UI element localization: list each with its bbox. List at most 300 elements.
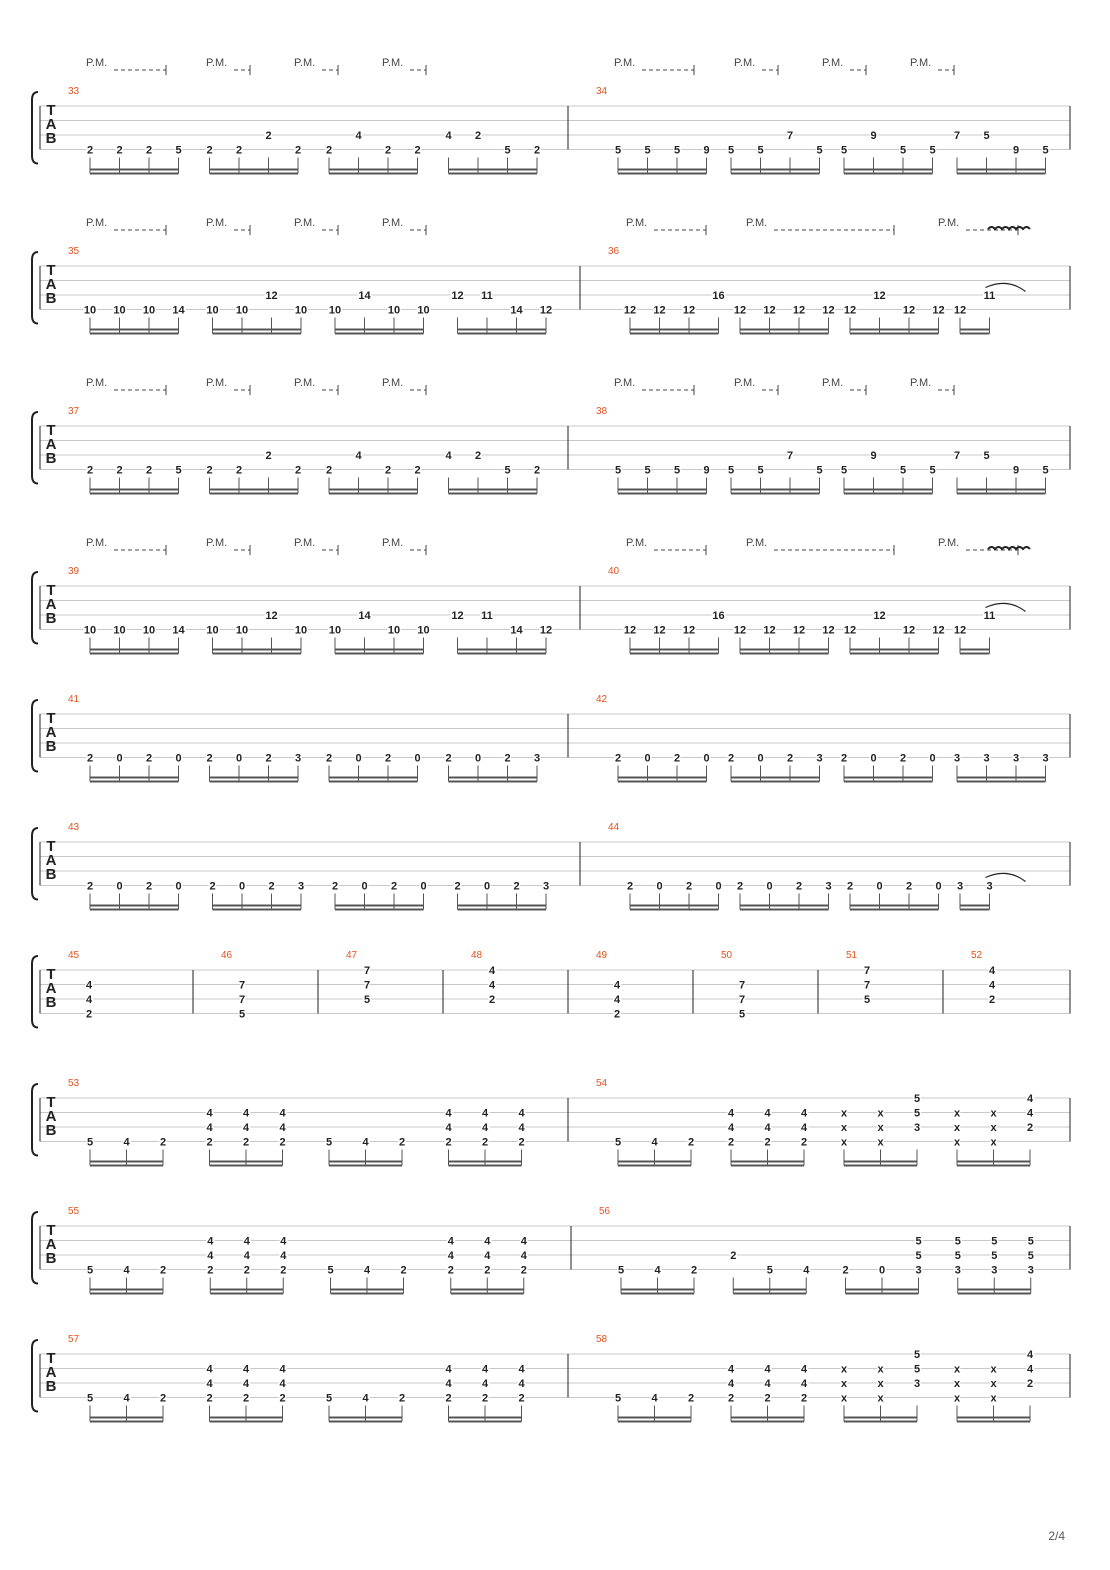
fret-number: 10 <box>294 624 308 637</box>
fret-number: 5 <box>86 1392 94 1405</box>
fret-number: 0 <box>656 880 663 893</box>
measure-33 <box>68 57 540 174</box>
fret-number: 5 <box>766 1264 773 1277</box>
fret-number: 12 <box>539 624 553 637</box>
fret-number: 5 <box>840 464 848 477</box>
fret-number: 2 <box>242 1136 250 1149</box>
system-bracket <box>32 700 38 772</box>
system-bracket <box>32 828 38 900</box>
measure-number: 45 <box>68 950 80 961</box>
fret-number: 2 <box>673 752 681 765</box>
fret-number: x <box>840 1363 848 1376</box>
fret-number: 2 <box>294 144 302 157</box>
fret-number: 2 <box>795 880 803 893</box>
fret-number: 2 <box>685 880 693 893</box>
fret-number: 2 <box>85 1008 93 1021</box>
fret-number: 4 <box>764 1363 771 1376</box>
fret-number: 2 <box>474 130 482 142</box>
palm-mute-label: P.M. <box>626 217 648 229</box>
fret-number: 12 <box>902 624 916 637</box>
fret-number: 12 <box>265 610 278 622</box>
palm-mute-label: P.M. <box>822 377 844 389</box>
fret-number: 12 <box>451 610 464 622</box>
fret-number: 9 <box>703 464 710 477</box>
fret-number: 4 <box>445 1378 452 1390</box>
fret-number: 4 <box>988 979 996 992</box>
fret-number: 3 <box>297 880 305 893</box>
fret-number: 2 <box>206 464 213 477</box>
measure-number: 54 <box>596 1078 608 1089</box>
tab-clef-letter: T <box>46 1094 56 1111</box>
fret-number: 4 <box>800 1378 808 1390</box>
fret-number: 12 <box>623 304 637 317</box>
measure-34 <box>596 57 1049 174</box>
fret-number: 5 <box>673 144 681 157</box>
fret-number: 3 <box>953 752 961 765</box>
fret-number: 4 <box>363 1264 371 1277</box>
fret-number: 9 <box>1012 464 1020 477</box>
fret-number: x <box>990 1136 997 1149</box>
fret-number: 0 <box>355 752 362 765</box>
fret-number: 2 <box>86 144 94 157</box>
tab-system-6 <box>32 822 1070 910</box>
fret-number: 12 <box>733 624 747 637</box>
fret-number: 3 <box>913 1378 921 1390</box>
measure-36 <box>608 217 1030 334</box>
tab-system-3 <box>32 377 1070 494</box>
fret-number: 3 <box>956 880 964 893</box>
fret-number: 12 <box>623 624 637 637</box>
fret-number: 2 <box>325 144 333 157</box>
fret-number: 0 <box>235 752 243 765</box>
fret-number: 10 <box>235 304 249 317</box>
fret-number: 0 <box>703 752 710 765</box>
fret-number: 4 <box>727 1378 735 1390</box>
fret-number: 2 <box>159 1136 167 1149</box>
measure-number: 49 <box>596 950 608 961</box>
fret-number: 2 <box>235 464 243 477</box>
fret-number: 4 <box>518 1122 525 1134</box>
fret-number: 5 <box>899 144 907 157</box>
fret-number: x <box>877 1122 884 1134</box>
measure-number: 55 <box>68 1206 80 1217</box>
fret-number: 0 <box>175 752 182 765</box>
fret-number: 2 <box>840 752 848 765</box>
tab-clef-letter: B <box>45 738 57 755</box>
fret-number: 4 <box>613 979 621 992</box>
fret-number: 4 <box>85 994 93 1006</box>
fret-number: 2 <box>786 752 794 765</box>
fret-number: 0 <box>116 880 123 893</box>
palm-mute-label: P.M. <box>614 57 636 69</box>
system-bracket <box>32 572 38 644</box>
fret-number: 5 <box>1027 1235 1034 1248</box>
fret-number: 4 <box>445 450 452 462</box>
fret-number: x <box>953 1122 961 1134</box>
fret-number: x <box>953 1107 961 1120</box>
measure-48 <box>471 950 496 1006</box>
measure-number: 38 <box>596 406 608 417</box>
measure-55 <box>68 1206 528 1294</box>
fret-number: 5 <box>644 464 651 477</box>
fret-number: 2 <box>414 464 421 477</box>
fret-number: 3 <box>816 752 823 765</box>
palm-mute-label: P.M. <box>822 57 844 69</box>
fret-number: 2 <box>626 880 634 893</box>
measure-58 <box>596 1334 1034 1422</box>
fret-number: 14 <box>172 304 185 317</box>
fret-number: 4 <box>362 1136 369 1149</box>
fret-number: 2 <box>513 880 520 893</box>
fret-number: 4 <box>727 1107 735 1120</box>
fret-number: x <box>953 1363 961 1376</box>
fret-number: 4 <box>206 1378 213 1390</box>
fret-number: 2 <box>481 1136 489 1149</box>
fret-number: 4 <box>518 1107 525 1120</box>
fret-number: 7 <box>863 979 871 992</box>
fret-number: 12 <box>682 304 696 317</box>
tab-clef-letter: B <box>45 866 57 883</box>
fret-number: 12 <box>763 624 776 637</box>
fret-number: 0 <box>878 1264 886 1277</box>
measure-46 <box>221 950 245 1021</box>
fret-number: 2 <box>209 880 216 893</box>
fret-number: 12 <box>953 624 967 637</box>
fret-number: 4 <box>355 450 362 462</box>
fret-number: 2 <box>687 1392 695 1405</box>
fret-number: 4 <box>481 1107 489 1120</box>
palm-mute-label: P.M. <box>746 537 768 549</box>
measure-57 <box>68 1334 525 1422</box>
tab-clef-letter: B <box>45 610 57 627</box>
fret-number: 2 <box>727 752 735 765</box>
fret-number: 3 <box>986 880 993 893</box>
measure-40 <box>608 537 1030 654</box>
vibrato-marking <box>988 547 1030 549</box>
fret-number: 5 <box>325 1136 333 1149</box>
tab-clef-letter: B <box>45 450 57 467</box>
fret-number: 2 <box>687 1136 695 1149</box>
fret-number: 5 <box>757 464 764 477</box>
fret-number: x <box>840 1136 848 1149</box>
fret-number: 5 <box>363 994 371 1006</box>
tab-clef-letter: T <box>46 710 56 727</box>
measure-number: 44 <box>608 822 620 833</box>
fret-number: 12 <box>653 624 666 637</box>
fret-number: 2 <box>279 1392 286 1405</box>
fret-number: 3 <box>1042 752 1049 765</box>
tab-clef-letter: A <box>45 724 57 741</box>
fret-number: 4 <box>242 1122 250 1134</box>
fret-number: 7 <box>363 965 371 977</box>
fret-number: 5 <box>86 1264 94 1277</box>
system-bracket <box>32 1340 38 1412</box>
fret-number: 2 <box>504 752 511 765</box>
fret-number: 2 <box>518 1136 525 1149</box>
palm-mute-label: P.M. <box>626 537 648 549</box>
fret-number: 12 <box>932 624 945 637</box>
fret-number: 0 <box>929 752 936 765</box>
fret-number: 5 <box>915 1235 922 1248</box>
measure-44 <box>608 822 1026 910</box>
fret-number: 14 <box>358 290 371 302</box>
vibrato-marking <box>988 227 1030 229</box>
measure-number: 50 <box>721 950 733 961</box>
fret-number: 2 <box>268 880 275 893</box>
fret-number: 4 <box>800 1107 808 1120</box>
fret-number: 4 <box>447 1235 454 1248</box>
fret-number: x <box>990 1363 997 1376</box>
fret-number: 5 <box>238 1008 246 1021</box>
fret-number: 5 <box>617 1264 625 1277</box>
fret-number: 4 <box>445 1122 452 1134</box>
palm-mute-label: P.M. <box>734 377 756 389</box>
fret-number: 4 <box>518 1378 525 1390</box>
measure-number: 36 <box>608 246 620 257</box>
fret-number: 2 <box>533 464 541 477</box>
fret-number: 2 <box>1026 1122 1034 1134</box>
fret-number: 2 <box>488 994 496 1006</box>
tab-clef-letter: B <box>45 130 57 147</box>
fret-number: 12 <box>822 304 835 317</box>
fret-number: 4 <box>654 1264 661 1277</box>
fret-number: 2 <box>398 1392 406 1405</box>
fret-number: 4 <box>243 1235 250 1248</box>
fret-number: 5 <box>1027 1250 1034 1262</box>
fret-number: 2 <box>206 752 213 765</box>
fret-number: 0 <box>870 752 877 765</box>
measure-51 <box>846 950 870 1006</box>
fret-number: 12 <box>792 624 806 637</box>
measure-number: 57 <box>68 1334 80 1345</box>
fret-number: 2 <box>400 1264 407 1277</box>
fret-number: 12 <box>451 290 464 302</box>
fret-number: x <box>990 1378 997 1390</box>
fret-number: 5 <box>614 1392 622 1405</box>
tab-clef-letter: B <box>45 1250 57 1267</box>
palm-mute-label: P.M. <box>382 377 404 389</box>
fret-number: x <box>840 1392 848 1405</box>
measure-number: 56 <box>599 1206 611 1217</box>
fret-number: 2 <box>116 464 123 477</box>
fret-number: x <box>953 1392 961 1405</box>
tab-system-5 <box>32 694 1070 782</box>
palm-mute-label: P.M. <box>938 217 960 229</box>
fret-number: 4 <box>800 1122 808 1134</box>
fret-number: 4 <box>488 965 496 977</box>
tab-clef-letter: T <box>46 422 56 439</box>
fret-number: x <box>877 1107 884 1120</box>
fret-number: 2 <box>159 1264 167 1277</box>
fret-number: 10 <box>387 304 401 317</box>
tab-clef-letter: T <box>46 262 56 279</box>
fret-number: 2 <box>730 1250 737 1262</box>
fret-number: 12 <box>843 304 857 317</box>
fret-number: 7 <box>238 979 246 992</box>
fret-number: 14 <box>510 624 523 637</box>
palm-mute-label: P.M. <box>910 57 932 69</box>
fret-number: 4 <box>484 1235 491 1248</box>
fret-number: 3 <box>533 752 541 765</box>
fret-number: 10 <box>417 624 430 637</box>
fret-number: 4 <box>242 1378 250 1390</box>
page-number: 2/4 <box>1048 1529 1065 1543</box>
fret-number: 4 <box>651 1136 658 1149</box>
fret-number: 7 <box>953 130 961 142</box>
fret-number: 5 <box>1042 144 1049 157</box>
fret-number: 10 <box>206 304 219 317</box>
measure-number: 35 <box>68 246 80 257</box>
fret-number: 2 <box>614 752 622 765</box>
fret-number: 4 <box>445 130 452 142</box>
measure-number: 48 <box>471 950 483 961</box>
fret-number: 5 <box>614 464 622 477</box>
fret-number: 3 <box>915 1264 922 1277</box>
measure-number: 43 <box>68 822 80 833</box>
fret-number: x <box>877 1392 884 1405</box>
fret-number: 2 <box>159 1392 167 1405</box>
fret-number: 2 <box>145 880 153 893</box>
fret-number: x <box>990 1107 997 1120</box>
fret-number: 5 <box>913 1349 921 1361</box>
fret-number: x <box>840 1378 848 1390</box>
measure-number: 58 <box>596 1334 608 1345</box>
fret-number: 5 <box>727 144 735 157</box>
fret-number: 2 <box>145 464 153 477</box>
fret-number: 2 <box>243 1264 250 1277</box>
fret-number: 4 <box>988 965 996 977</box>
fret-number: 2 <box>905 880 913 893</box>
palm-mute-label: P.M. <box>746 217 768 229</box>
fret-number: 2 <box>518 1392 525 1405</box>
fret-number: 5 <box>983 450 990 462</box>
fret-number: 5 <box>504 464 511 477</box>
measure-number: 51 <box>846 950 858 961</box>
fret-number: 5 <box>816 464 823 477</box>
fret-number: 4 <box>85 979 93 992</box>
palm-mute-label: P.M. <box>294 57 316 69</box>
tab-clef-letter: B <box>45 290 57 307</box>
tab-clef-letter: T <box>46 1222 56 1239</box>
fret-number: 0 <box>715 880 722 893</box>
fret-number: 5 <box>327 1264 334 1277</box>
fret-number: 10 <box>113 624 126 637</box>
palm-mute-label: P.M. <box>294 377 316 389</box>
palm-mute-label: P.M. <box>294 537 316 549</box>
system-bracket <box>32 956 38 1028</box>
fret-number: 5 <box>816 144 823 157</box>
tab-system-10 <box>32 1334 1070 1422</box>
fret-number: 2 <box>447 1264 454 1277</box>
fret-number: 5 <box>913 1363 921 1376</box>
fret-number: 12 <box>902 304 916 317</box>
fret-number: 3 <box>913 1122 921 1134</box>
fret-number: 5 <box>673 464 681 477</box>
tab-clef-letter: A <box>45 980 57 997</box>
fret-number: 4 <box>488 979 496 992</box>
fret-number: 10 <box>387 624 401 637</box>
fret-number: 10 <box>83 624 97 637</box>
fret-number: 10 <box>235 624 249 637</box>
fret-number: 2 <box>800 1136 808 1149</box>
fret-number: 2 <box>265 130 272 142</box>
tab-clef-letter: A <box>45 276 57 293</box>
measure-45 <box>68 950 93 1021</box>
measure-number: 33 <box>68 86 80 97</box>
fret-number: x <box>990 1122 997 1134</box>
palm-mute-label: P.M. <box>206 57 228 69</box>
fret-number: 11 <box>481 610 493 622</box>
fret-number: 2 <box>265 752 272 765</box>
tab-clef-letter: A <box>45 116 57 133</box>
fret-number: 4 <box>1026 1107 1034 1120</box>
fret-number: 12 <box>653 304 666 317</box>
fret-number: 5 <box>983 130 990 142</box>
fret-number: 2 <box>445 1136 452 1149</box>
fret-number: 4 <box>727 1363 735 1376</box>
fret-number: 2 <box>86 880 94 893</box>
measure-53 <box>68 1078 525 1166</box>
fret-number: 3 <box>542 880 550 893</box>
fret-number: 2 <box>206 1392 213 1405</box>
fret-number: 14 <box>510 304 523 317</box>
tab-clef-letter: A <box>45 852 57 869</box>
fret-number: 16 <box>712 290 725 302</box>
fret-number: 10 <box>206 624 219 637</box>
measure-43 <box>68 822 549 910</box>
tab-clef-letter: A <box>45 596 57 613</box>
fret-number: 2 <box>384 144 392 157</box>
fret-number: 9 <box>870 450 877 462</box>
palm-mute-label: P.M. <box>206 217 228 229</box>
fret-number: 2 <box>86 752 94 765</box>
fret-number: 4 <box>206 1363 213 1376</box>
fret-number: 4 <box>206 1122 213 1134</box>
fret-number: 4 <box>481 1363 489 1376</box>
measure-number: 47 <box>346 950 358 961</box>
fret-number: 0 <box>420 880 427 893</box>
fret-number: 12 <box>953 304 967 317</box>
fret-number: 10 <box>294 304 308 317</box>
fret-number: 3 <box>1027 1264 1034 1277</box>
measure-number: 53 <box>68 1078 80 1089</box>
tab-clef-letter: A <box>45 1108 57 1125</box>
tab-system-9 <box>32 1206 1070 1294</box>
fret-number: 2 <box>280 1264 287 1277</box>
fret-number: 4 <box>481 1122 489 1134</box>
fret-number: 7 <box>786 130 794 142</box>
fret-number: 4 <box>800 1363 808 1376</box>
fret-number: 4 <box>242 1363 250 1376</box>
fret-number: 0 <box>644 752 651 765</box>
fret-number: 10 <box>83 304 97 317</box>
measure-number: 40 <box>608 566 620 577</box>
fret-number: 2 <box>846 880 854 893</box>
tab-clef-letter: B <box>45 1122 57 1139</box>
measure-39 <box>68 537 552 654</box>
fret-number: 0 <box>175 880 182 893</box>
fret-number: 3 <box>954 1264 961 1277</box>
palm-mute-label: P.M. <box>206 537 228 549</box>
fret-number: 2 <box>445 752 452 765</box>
fret-number: 5 <box>727 464 735 477</box>
fret-number: 4 <box>764 1378 771 1390</box>
fret-number: 2 <box>800 1392 808 1405</box>
fret-number: 12 <box>265 290 278 302</box>
fret-number: 4 <box>484 1250 491 1262</box>
fret-number: 7 <box>786 450 794 462</box>
system-bracket <box>32 1084 38 1156</box>
